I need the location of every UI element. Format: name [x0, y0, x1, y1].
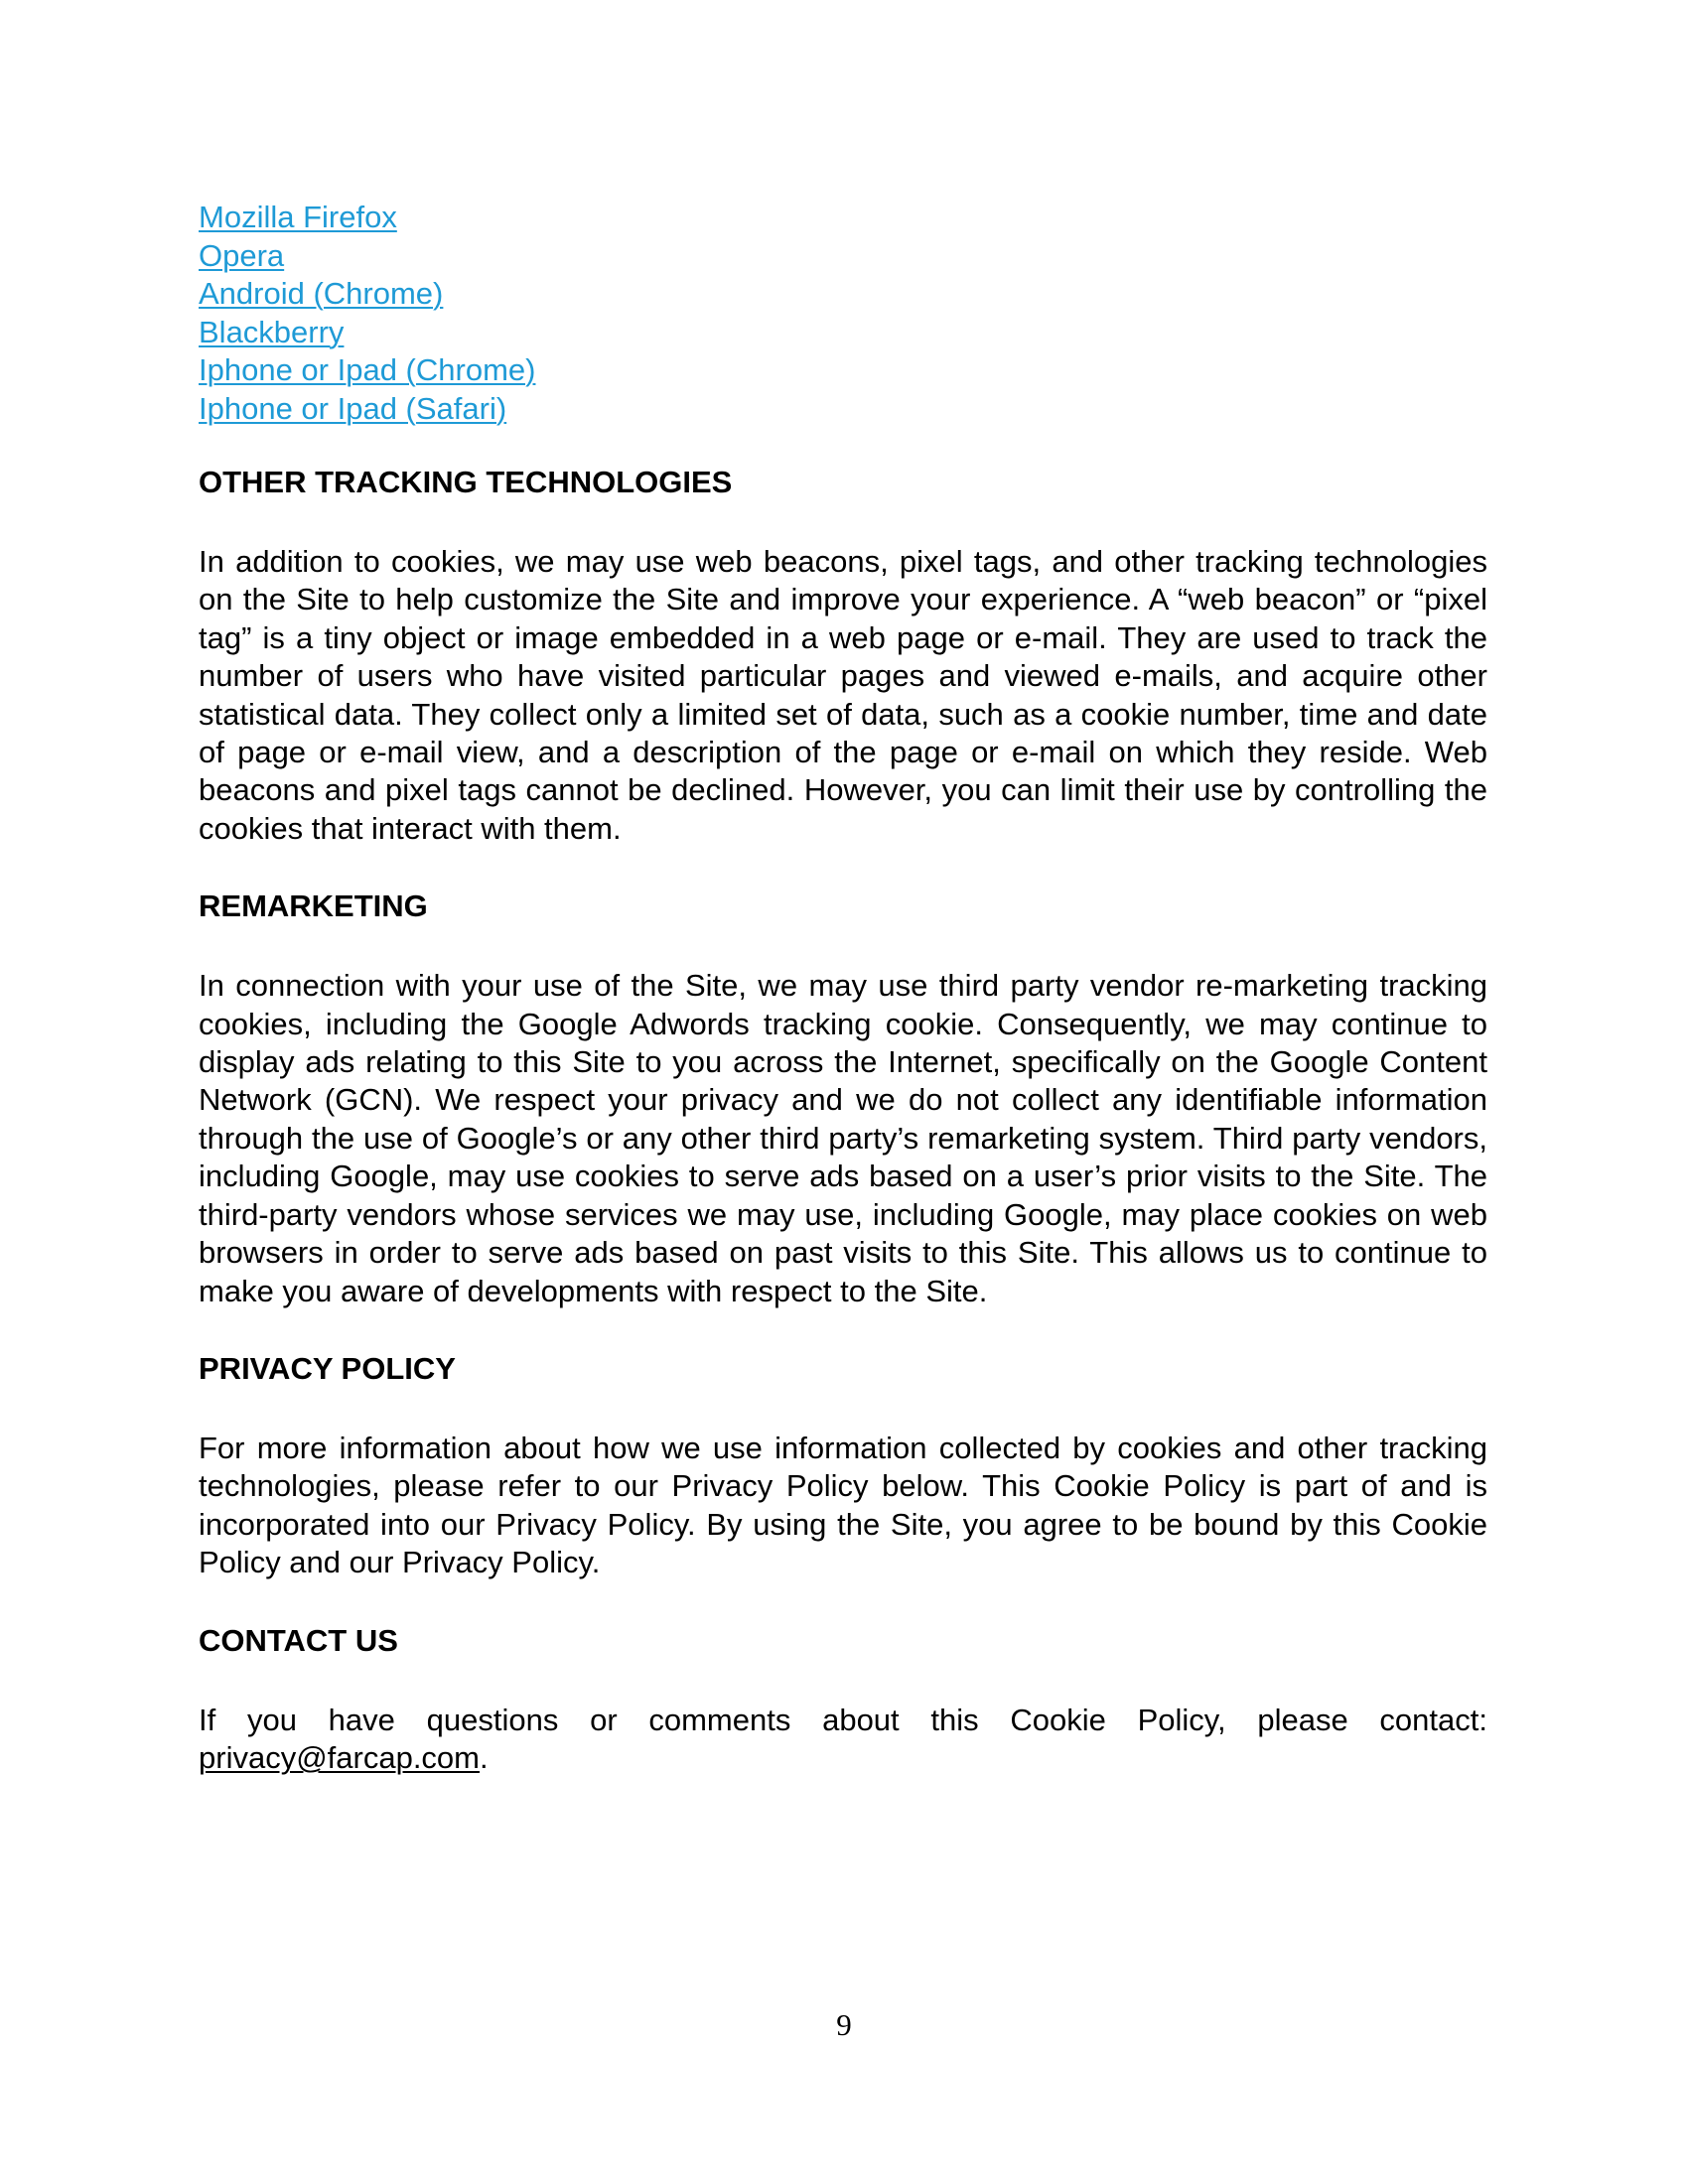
contact-trailing-period: . [480, 1739, 489, 1775]
page-number: 9 [836, 2007, 852, 2042]
paragraph-privacy-policy: For more information about how we use information collected by cookies and other tracking technologies, please refer to our Privacy Policy below. This Cookie Policy is part of and is incorporated into our Privacy Policy. By using the Site, you agree to be bound by this Cookie Policy and our Privacy Policy. [199, 1430, 1487, 1580]
contact-text: If you have questions or comments about this Cookie Policy, please contact: [199, 1702, 1487, 1737]
link-iphone-ipad-safari[interactable]: Iphone or Ipad (Safari) [199, 390, 507, 426]
heading-privacy-policy: PRIVACY POLICY [199, 1350, 456, 1386]
list-item [199, 237, 1487, 276]
document-page [199, 199, 1487, 1777]
browser-link-list [199, 199, 1487, 428]
link-mozilla-firefox[interactable]: Mozilla Firefox [199, 200, 397, 234]
heading-contact-us: CONTACT US [199, 1622, 398, 1658]
heading-remarketing: REMARKETING [199, 888, 428, 924]
list-item [199, 275, 1487, 314]
heading-other-tracking: OTHER TRACKING TECHNOLOGIES [199, 465, 733, 499]
list-item [199, 314, 1487, 352]
paragraph-remarketing: In connection with your use of the Site, we may use third party vendor re-marketing tracking cookies, including the Google Adwords tracking cookie. Consequently, we may continue to display ads relating to this Site to you across the Internet, specifically on the Google Content Network (GCN). We respect your privacy and we do not collect any identifiable information through the use of Google’s or any other third party’s remarketing system. Third party vendors, including Google, may use cookies to serve ads based on a user’s prior visits to the Site. The third-party vendors whose services we may use, including Google, may place cookies on web browsers in order to serve ads based on past visits to this Site. This allows us to continue to make you aware of developments with respect to the Site. [199, 968, 1487, 1308]
paragraph-contact-us [199, 1702, 1487, 1778]
list-item [199, 390, 1487, 429]
contact-email-link[interactable]: privacy@farcap.com [199, 1739, 480, 1775]
link-opera[interactable]: Opera [199, 237, 285, 273]
link-blackberry[interactable]: Blackberry [199, 314, 345, 349]
link-android-chrome[interactable]: Android (Chrome) [199, 276, 444, 311]
link-iphone-ipad-chrome[interactable]: Iphone or Ipad (Chrome) [199, 352, 536, 387]
paragraph-other-tracking: In addition to cookies, we may use web beacons, pixel tags, and other tracking technologies on the Site to help customize the Site and improve your experience. A “web beacon” or “pixel tag” is a tiny object or image embedded in a web page or e-mail. They are used to track the number of users who have visited particular pages and viewed e-mails, and acquire other statistical data. They collect only a limited set of data, such as a cookie number, time and date of page or e-mail view, and a description of the page or e-mail on which they reside. Web beacons and pixel tags cannot be declined. However, you can limit their use by controlling the cookies that interact with them. [199, 544, 1487, 846]
list-item [199, 199, 1487, 237]
list-item [199, 351, 1487, 390]
